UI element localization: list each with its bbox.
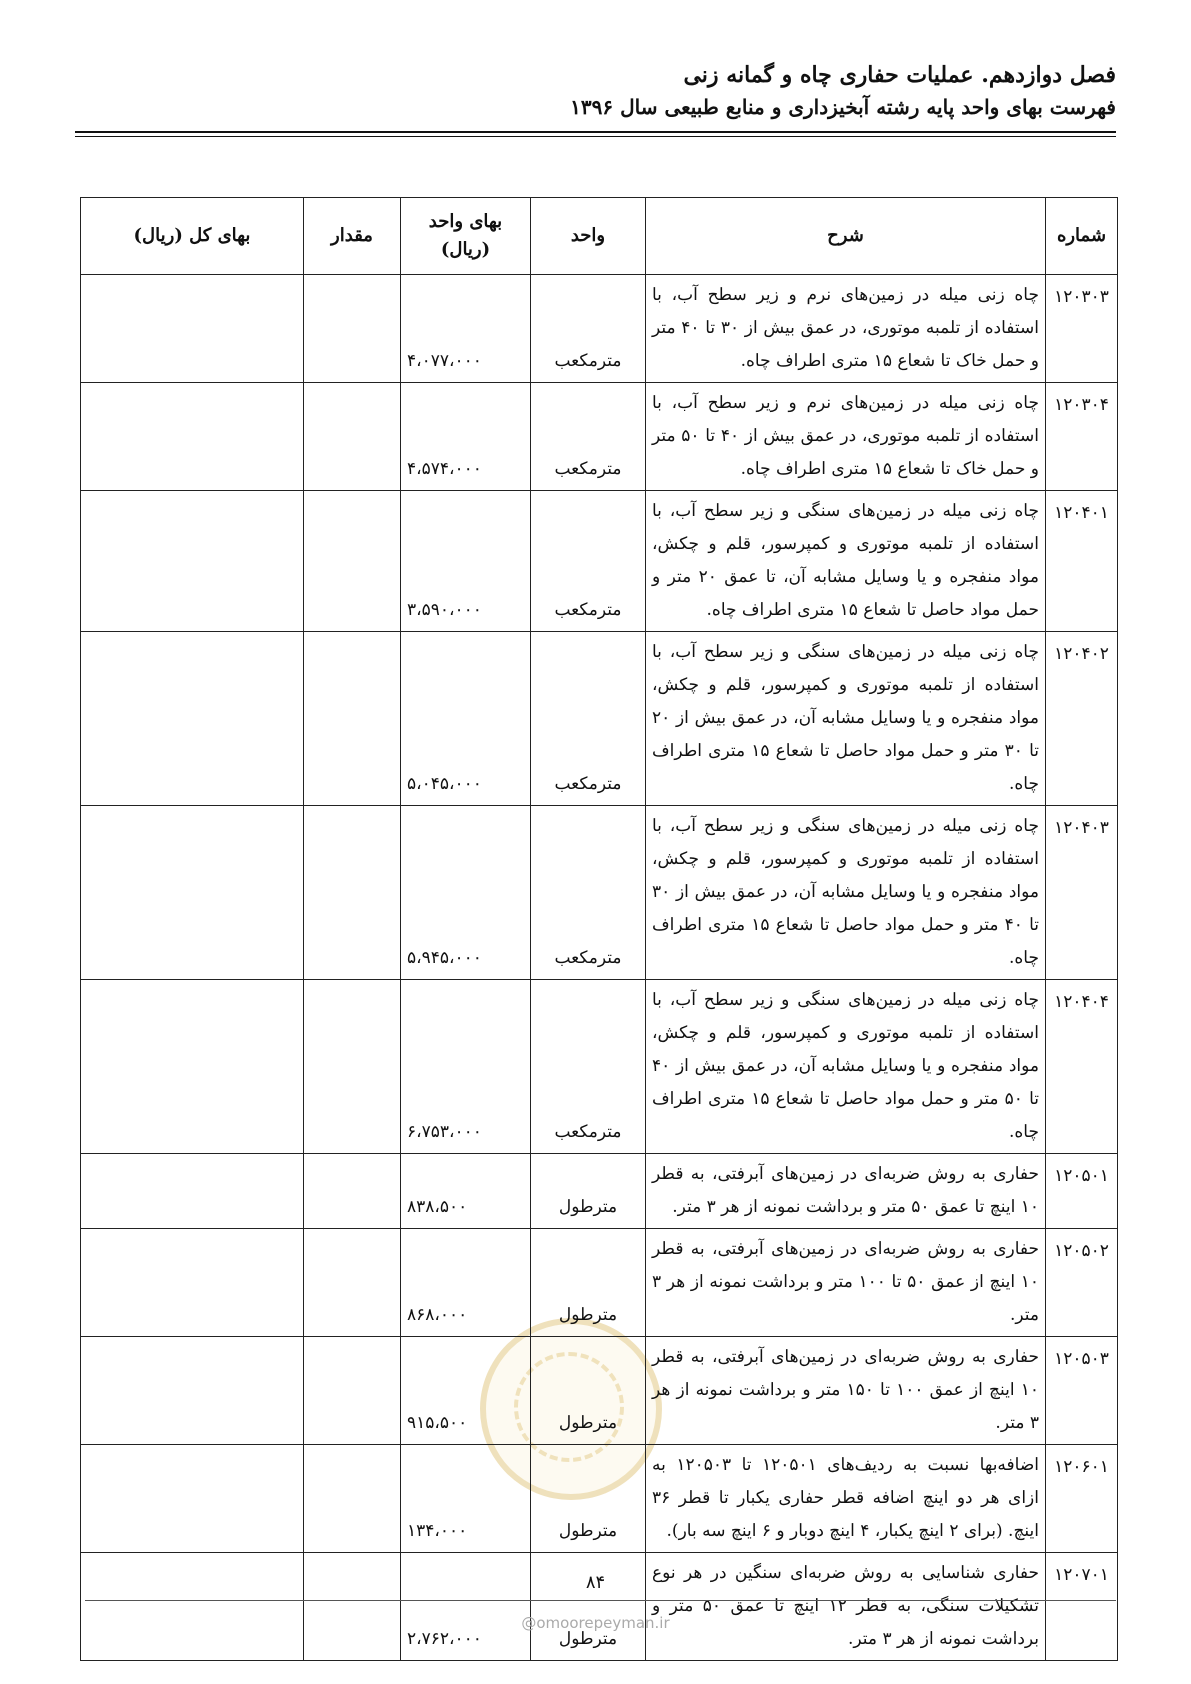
table-row	[81, 491, 1118, 632]
item-unit-price: ۱۳۴،۰۰۰	[401, 1445, 531, 1553]
chapter-title: فصل دوازدهم. عملیات حفاری چاه و گمانه زنی	[683, 62, 1116, 88]
table-row	[81, 275, 1118, 383]
item-number: ۱۲۰۴۰۱	[1046, 491, 1118, 632]
table-row	[81, 1154, 1118, 1229]
page-number: ۸۴	[585, 1572, 606, 1593]
price-table	[80, 197, 1118, 1661]
item-quantity	[304, 980, 401, 1154]
item-number: ۱۲۰۵۰۲	[1046, 1229, 1118, 1337]
item-total-price	[81, 1553, 304, 1661]
item-description: چاه زنی میله در زمین‌های سنگی و زیر سطح آب، با استفاده از تلمبه موتوری و کمپرسور، قلم و چکش، مواد منفجره و یا وسایل مشابه آن، در عمق بیش از ۳۰ تا ۴۰ متر و حمل مواد حاصل تا شعاع ۱۵ متری اطراف چاه.	[646, 806, 1046, 980]
item-quantity	[304, 491, 401, 632]
table-row	[81, 1445, 1118, 1553]
col-header-number: شماره	[1046, 198, 1118, 275]
table-row	[81, 980, 1118, 1154]
table-row	[81, 1337, 1118, 1445]
page-header	[570, 58, 1116, 122]
item-unit-price: ۴،۵۷۴،۰۰۰	[401, 383, 531, 491]
table-row	[81, 1553, 1118, 1661]
item-number: ۱۲۰۳۰۳	[1046, 275, 1118, 383]
item-number: ۱۲۰۴۰۲	[1046, 632, 1118, 806]
item-total-price	[81, 806, 304, 980]
item-quantity	[304, 1154, 401, 1229]
item-unit: مترمکعب	[531, 980, 646, 1154]
item-quantity	[304, 1445, 401, 1553]
item-unit: مترمکعب	[531, 806, 646, 980]
item-unit-price: ۳،۵۹۰،۰۰۰	[401, 491, 531, 632]
item-number: ۱۲۰۵۰۳	[1046, 1337, 1118, 1445]
item-quantity	[304, 806, 401, 980]
table-row	[81, 632, 1118, 806]
item-quantity	[304, 1229, 401, 1337]
item-unit-price: ۵،۰۴۵،۰۰۰	[401, 632, 531, 806]
header-rule-thin	[75, 136, 1116, 137]
item-quantity	[304, 275, 401, 383]
item-unit: مترمکعب	[531, 383, 646, 491]
item-number: ۱۲۰۷۰۱	[1046, 1553, 1118, 1661]
item-unit-price: ۸۳۸،۵۰۰	[401, 1154, 531, 1229]
item-total-price	[81, 632, 304, 806]
item-description: حفاری به روش ضربه‌ای در زمین‌های آبرفتی، به قطر ۱۰ اینچ از عمق ۱۰۰ تا ۱۵۰ متر و برداشت نمونه از هر ۳ متر.	[646, 1337, 1046, 1445]
table-row	[81, 383, 1118, 491]
table-row	[81, 806, 1118, 980]
item-total-price	[81, 980, 304, 1154]
document-subtitle: فهرست بهای واحد پایه رشته آبخیزداری و منابع طبیعی سال ۱۳۹۶	[570, 95, 1116, 119]
item-description: چاه زنی میله در زمین‌های نرم و زیر سطح آب، با استفاده از تلمبه موتوری، در عمق بیش از ۴۰ تا ۵۰ متر و حمل خاک تا شعاع ۱۵ متری اطراف چاه.	[646, 383, 1046, 491]
item-number: ۱۲۰۴۰۴	[1046, 980, 1118, 1154]
item-number: ۱۲۰۵۰۱	[1046, 1154, 1118, 1229]
col-header-description: شرح	[646, 198, 1046, 275]
item-description: اضافه‌بها نسبت به ردیف‌های ۱۲۰۵۰۱ تا ۱۲۰۵۰۳ به ازای هر دو اینچ اضافه قطر حفاری یکبار تا قطر ۳۶ اینچ. (برای ۲ اینچ یکبار، ۴ اینچ دوبار و ۶ اینچ سه بار).	[646, 1445, 1046, 1553]
item-unit: مترطول	[531, 1229, 646, 1337]
item-total-price	[81, 1154, 304, 1229]
item-unit-price: ۶،۷۵۳،۰۰۰	[401, 980, 531, 1154]
item-unit: مترطول	[531, 1553, 646, 1661]
item-description: حفاری به روش ضربه‌ای در زمین‌های آبرفتی، به قطر ۱۰ اینچ تا عمق ۵۰ متر و برداشت نمونه از هر ۳ متر.	[646, 1154, 1046, 1229]
item-total-price	[81, 491, 304, 632]
item-total-price	[81, 383, 304, 491]
item-total-price	[81, 1445, 304, 1553]
item-description: حفاری شناسایی به روش ضربه‌ای سنگین در هر نوع تشکیلات سنگی، به قطر ۱۲ اینچ تا عمق ۵۰ متر و برداشت نمونه از هر ۳ متر.	[646, 1553, 1046, 1661]
col-header-total-price: بهای کل (ریال)	[81, 198, 304, 275]
item-unit: مترطول	[531, 1154, 646, 1229]
col-header-quantity: مقدار	[304, 198, 401, 275]
header-rule-thick	[75, 131, 1116, 133]
item-description: حفاری به روش ضربه‌ای در زمین‌های آبرفتی، به قطر ۱۰ اینچ از عمق ۵۰ تا ۱۰۰ متر و برداشت نمونه از هر ۳ متر.	[646, 1229, 1046, 1337]
item-number: ۱۲۰۳۰۴	[1046, 383, 1118, 491]
item-number: ۱۲۰۶۰۱	[1046, 1445, 1118, 1553]
item-quantity	[304, 1337, 401, 1445]
item-quantity	[304, 632, 401, 806]
item-description: چاه زنی میله در زمین‌های سنگی و زیر سطح آب، با استفاده از تلمبه موتوری و کمپرسور، قلم و چکش، مواد منفجره و یا وسایل مشابه آن، در عمق بیش از ۴۰ تا ۵۰ متر و حمل مواد حاصل تا شعاع ۱۵ متری اطراف چاه.	[646, 980, 1046, 1154]
table-header-row	[81, 198, 1118, 275]
item-unit-price: ۴،۰۷۷،۰۰۰	[401, 275, 531, 383]
item-quantity	[304, 1553, 401, 1661]
watermark-text: @omoorepeyman.ir	[521, 1614, 670, 1632]
item-unit: مترمکعب	[531, 491, 646, 632]
col-header-unit: واحد	[531, 198, 646, 275]
item-description: چاه زنی میله در زمین‌های نرم و زیر سطح آب، با استفاده از تلمبه موتوری، در عمق بیش از ۳۰ تا ۴۰ متر و حمل خاک تا شعاع ۱۵ متری اطراف چاه.	[646, 275, 1046, 383]
item-unit-price: ۸۶۸،۰۰۰	[401, 1229, 531, 1337]
item-number: ۱۲۰۴۰۳	[1046, 806, 1118, 980]
item-unit-price: ۹۱۵،۵۰۰	[401, 1337, 531, 1445]
item-unit: مترمکعب	[531, 275, 646, 383]
footer-rule	[85, 1600, 1116, 1601]
item-unit-price: ۵،۹۴۵،۰۰۰	[401, 806, 531, 980]
item-description: چاه زنی میله در زمین‌های سنگی و زیر سطح آب، با استفاده از تلمبه موتوری و کمپرسور، قلم و چکش، مواد منفجره و یا وسایل مشابه آن، تا عمق ۲۰ متر و حمل مواد حاصل تا شعاع ۱۵ متری اطراف چاه.	[646, 491, 1046, 632]
item-total-price	[81, 1229, 304, 1337]
item-unit: مترمکعب	[531, 632, 646, 806]
item-total-price	[81, 275, 304, 383]
table-row	[81, 1229, 1118, 1337]
col-header-unit-price: بهای واحد (ریال)	[401, 198, 531, 275]
item-quantity	[304, 383, 401, 491]
item-description: چاه زنی میله در زمین‌های سنگی و زیر سطح آب، با استفاده از تلمبه موتوری و کمپرسور، قلم و چکش، مواد منفجره و یا وسایل مشابه آن، در عمق بیش از ۲۰ تا ۳۰ متر و حمل مواد حاصل تا شعاع ۱۵ متری اطراف چاه.	[646, 632, 1046, 806]
item-unit: مترطول	[531, 1337, 646, 1445]
item-unit: مترطول	[531, 1445, 646, 1553]
item-unit-price: ۲،۷۶۲،۰۰۰	[401, 1553, 531, 1661]
item-total-price	[81, 1337, 304, 1445]
